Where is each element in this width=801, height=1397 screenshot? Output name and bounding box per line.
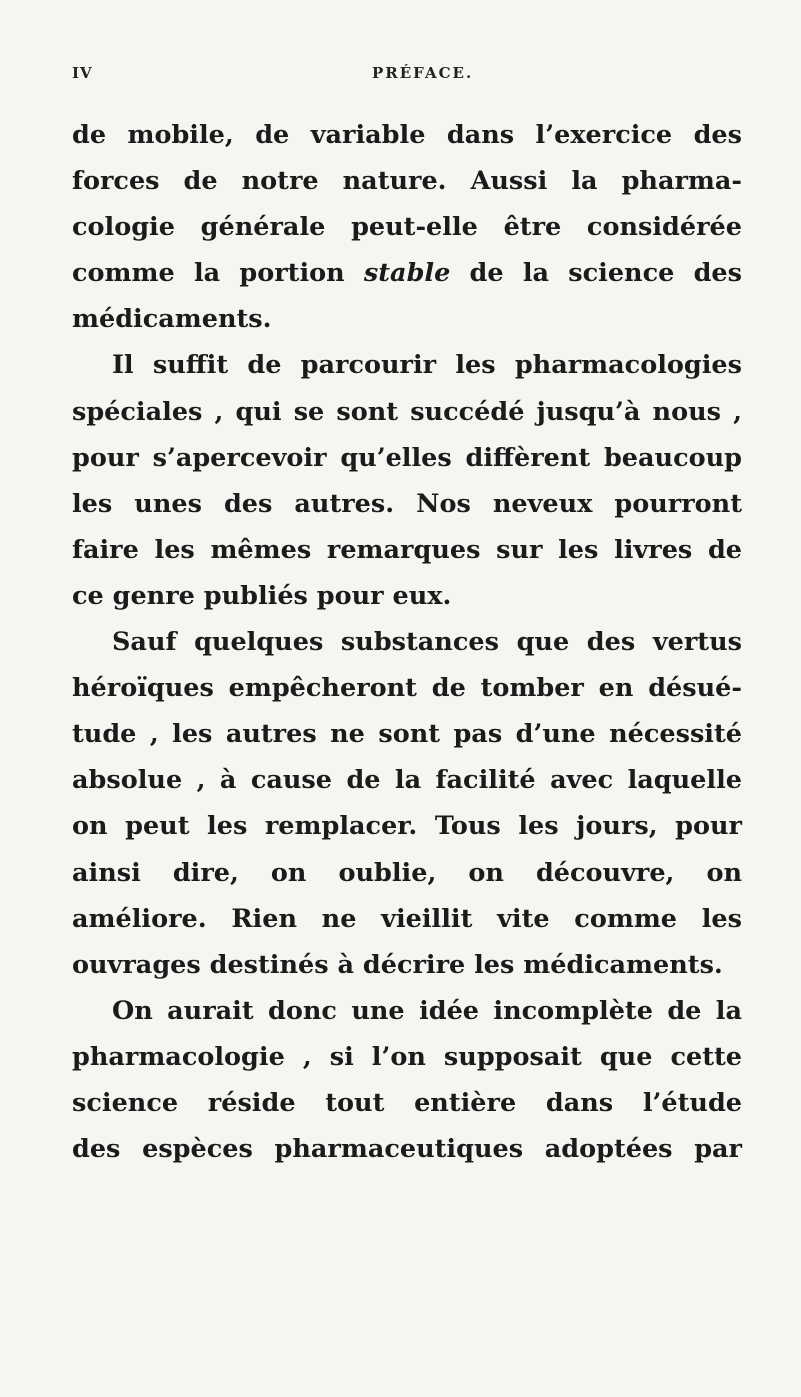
text-segment: de la science des (450, 258, 742, 289)
text-line: ainsi dire, on oublie, on découvre, on (72, 857, 742, 888)
text-line: ce genre publiés pour eux. (72, 580, 452, 611)
text-line: absolue , à cause de la facilité avec laquelle (72, 765, 742, 796)
text-segment: comme la portion (72, 258, 364, 289)
text-line: On aurait donc une idée incomplète de la (112, 995, 742, 1026)
text-line: faire les mêmes remarques sur les livres de (72, 534, 742, 565)
text-line: tude , les autres ne sont pas d’une nécessité (72, 719, 742, 750)
text-line: cologie générale peut-elle être considérée (72, 212, 742, 243)
text-line: médicaments. (72, 304, 272, 335)
text-line: héroïques empêcheront de tomber en désué- (72, 673, 742, 704)
text-line: Sauf quelques substances que des vertus (112, 627, 742, 658)
text-line: améliore. Rien ne vieillit vite comme les (72, 903, 742, 934)
text-line: Il suffit de parcourir les pharmacologies (112, 350, 742, 381)
text-line: les unes des autres. Nos neveux pourront (72, 488, 742, 519)
text-line: pharmacologie , si l’on supposait que cette (72, 1041, 742, 1072)
text-line: pour s’apercevoir qu’elles diffèrent beaucoup (72, 442, 742, 473)
text-line (72, 250, 742, 296)
running-head: PRÉFACE. (372, 64, 474, 82)
page-number: IV (72, 64, 93, 82)
text-line: forces de notre nature. Aussi la pharma- (72, 166, 742, 197)
text-line: on peut les remplacer. Tous les jours, pour (72, 811, 742, 842)
body-text (72, 112, 742, 1172)
text-line: ouvrages destinés à décrire les médicaments. (72, 949, 723, 980)
page-header (72, 64, 744, 88)
text-line: des espèces pharmaceutiques adoptées par (72, 1134, 742, 1165)
emphasized-word: stable (363, 258, 451, 289)
text-line: de mobile, de variable dans l’exercice des (72, 120, 742, 150)
text-line: science réside tout entière dans l’étude (72, 1087, 742, 1118)
text-line: spéciales , qui se sont succédé jusqu’à nous , (72, 396, 742, 427)
